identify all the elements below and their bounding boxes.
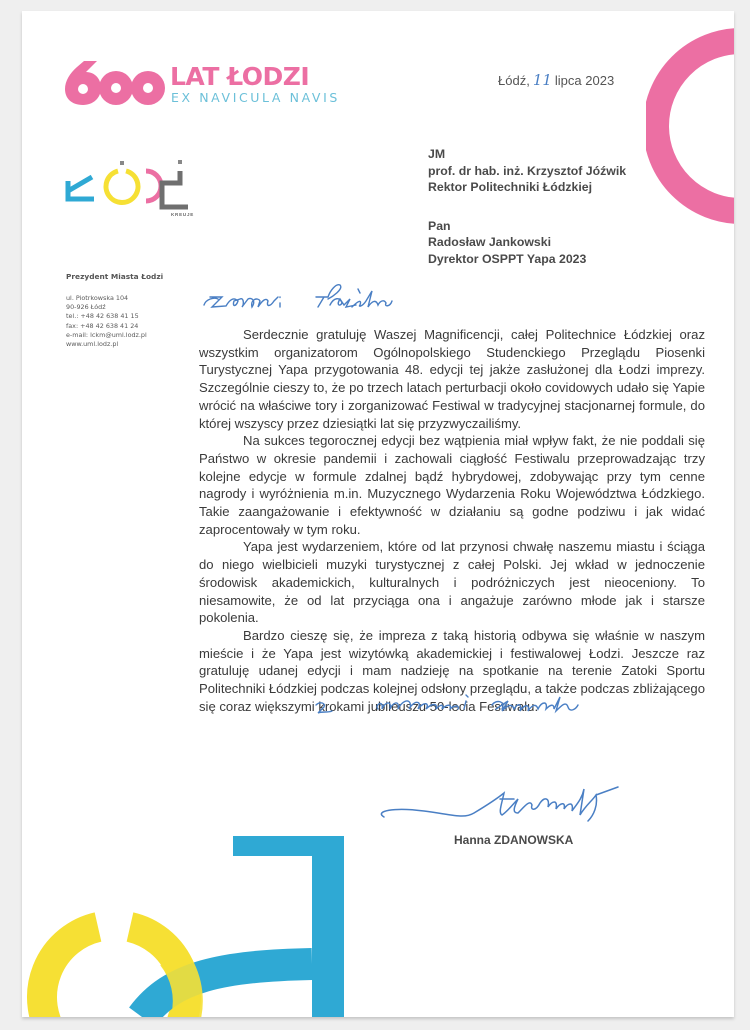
city-logo-tagline: KREUJE — [171, 212, 195, 217]
logo-motto: EX NAVICULA NAVIS — [171, 90, 340, 105]
recipient-rector — [428, 146, 626, 196]
sender-address-line: ul. Piotrkowska 104 — [66, 294, 129, 302]
logo-600-icon — [65, 61, 165, 105]
date-month-year: lipca 2023 — [554, 73, 615, 88]
recipient-line: Rektor Politechniki Łódzkiej — [428, 180, 592, 194]
recipients-block — [428, 146, 626, 289]
letter-paragraph: Na sukces tegorocznej edycji bez wątpienia miał wpływ fakt, że nie poddali się Państwo w okresie pandemii i zachowali ciągłość Festiwalu przeprowadzając trzy kolejne edycje w formule zdalnej bądź hybrydowej, zdobywając przy tym cenne nagrody i wyróżnienia m.in. Muzycznego Wydarzenia Roku Województwa Łódzkiego. Takie zaangażowanie i efektywność w działaniu są godne podziwu i jak widać zaprocentowały w tym roku. — [199, 433, 705, 537]
sender-email: e-mail: lckm@uml.lodz.pl — [66, 330, 147, 339]
recipient-director — [428, 218, 626, 268]
letter-body — [199, 326, 705, 715]
recipient-line: Radosław Jankowski — [428, 235, 552, 249]
handwritten-greeting — [200, 277, 540, 317]
recipient-line: prof. dr hab. inż. Krzysztof Jóźwik — [428, 163, 627, 178]
letter-paragraph: Yapa jest wydarzeniem, które od lat przynosi chwałę naszemu miastu i ściąga do niego wielbicieli muzyki turystycznej z całej Polski. Jej wkład w jednoczenie środowisk akademickich, kulturalnych i podróżniczych jest nieoceniony. To niesamowite, że od lat przyciąga ona i angażuje zarówno młode jak i starsze pokolenia. — [199, 539, 705, 626]
sender-address-line: 90-926 Łódź — [66, 303, 106, 312]
sender-title: Prezydent Miasta Łodzi — [66, 272, 164, 281]
date-place: Łódź, — [498, 73, 530, 88]
handwritten-signature — [364, 781, 664, 831]
lodz-kreuje-logo-icon — [62, 147, 195, 221]
letter-paragraph: Serdecznie gratuluję Waszej Magnificencji, całej Politechnice Łódzkiej oraz wszystkim organizatorom Ogólnopolskiego Studenckiego Przeglądu Piosenki Turystycznej Yapa przygotowania 48. edycji tej jakże zasłużonej dla Łodzi imprezy. Szczególnie cieszy to, że po trzech latach perturbacji około covidowych udało się Yapie wrócić na właściwe tory i zorganizować Festiwal w tradycyjnej stacjonarnej formule, do której wszyscy przez dziesiątki lat się przyzwyczailiśmy. — [199, 327, 705, 431]
sender-phone: tel.: +48 42 638 41 15 — [66, 312, 139, 321]
bottom-logo-decoration-icon — [22, 836, 362, 1017]
sender-sidebar — [66, 272, 206, 349]
letter-page — [22, 11, 734, 1017]
sender-website: www.uml.lodz.pl — [66, 340, 119, 349]
recipient-line: JM — [428, 147, 446, 161]
letter-paragraph: Bardzo cieszę się, że impreza z taką historią odbywa się właśnie w naszym mieście i że Yapa jest wizytówką akademickiej i festiwalowej Łodzi. Jeszcze raz gratuluję udanej edycji i mam nadzieję na spotkanie na terenie Zatoki Sportu Politechniki Łódzkiej podczas kolejnej odsłony przeglądu, a także podczas zbliżającego się coraz większymi krokami jubileuszu 50-lecia Festiwalu. — [199, 627, 705, 714]
letter-date — [498, 71, 614, 89]
sender-fax: fax: +48 42 638 41 24 — [66, 321, 139, 330]
pink-ring-decoration-icon — [646, 11, 734, 241]
handwritten-closing — [312, 687, 734, 733]
date-day-handwritten: 11 — [532, 71, 552, 89]
logo-title: LAT ŁODZI — [170, 62, 310, 91]
recipient-line: Dyrektor OSPPT Yapa 2023 — [428, 251, 587, 266]
recipient-line: Pan — [428, 218, 451, 233]
signer-name: Hanna ZDANOWSKA — [454, 833, 574, 847]
